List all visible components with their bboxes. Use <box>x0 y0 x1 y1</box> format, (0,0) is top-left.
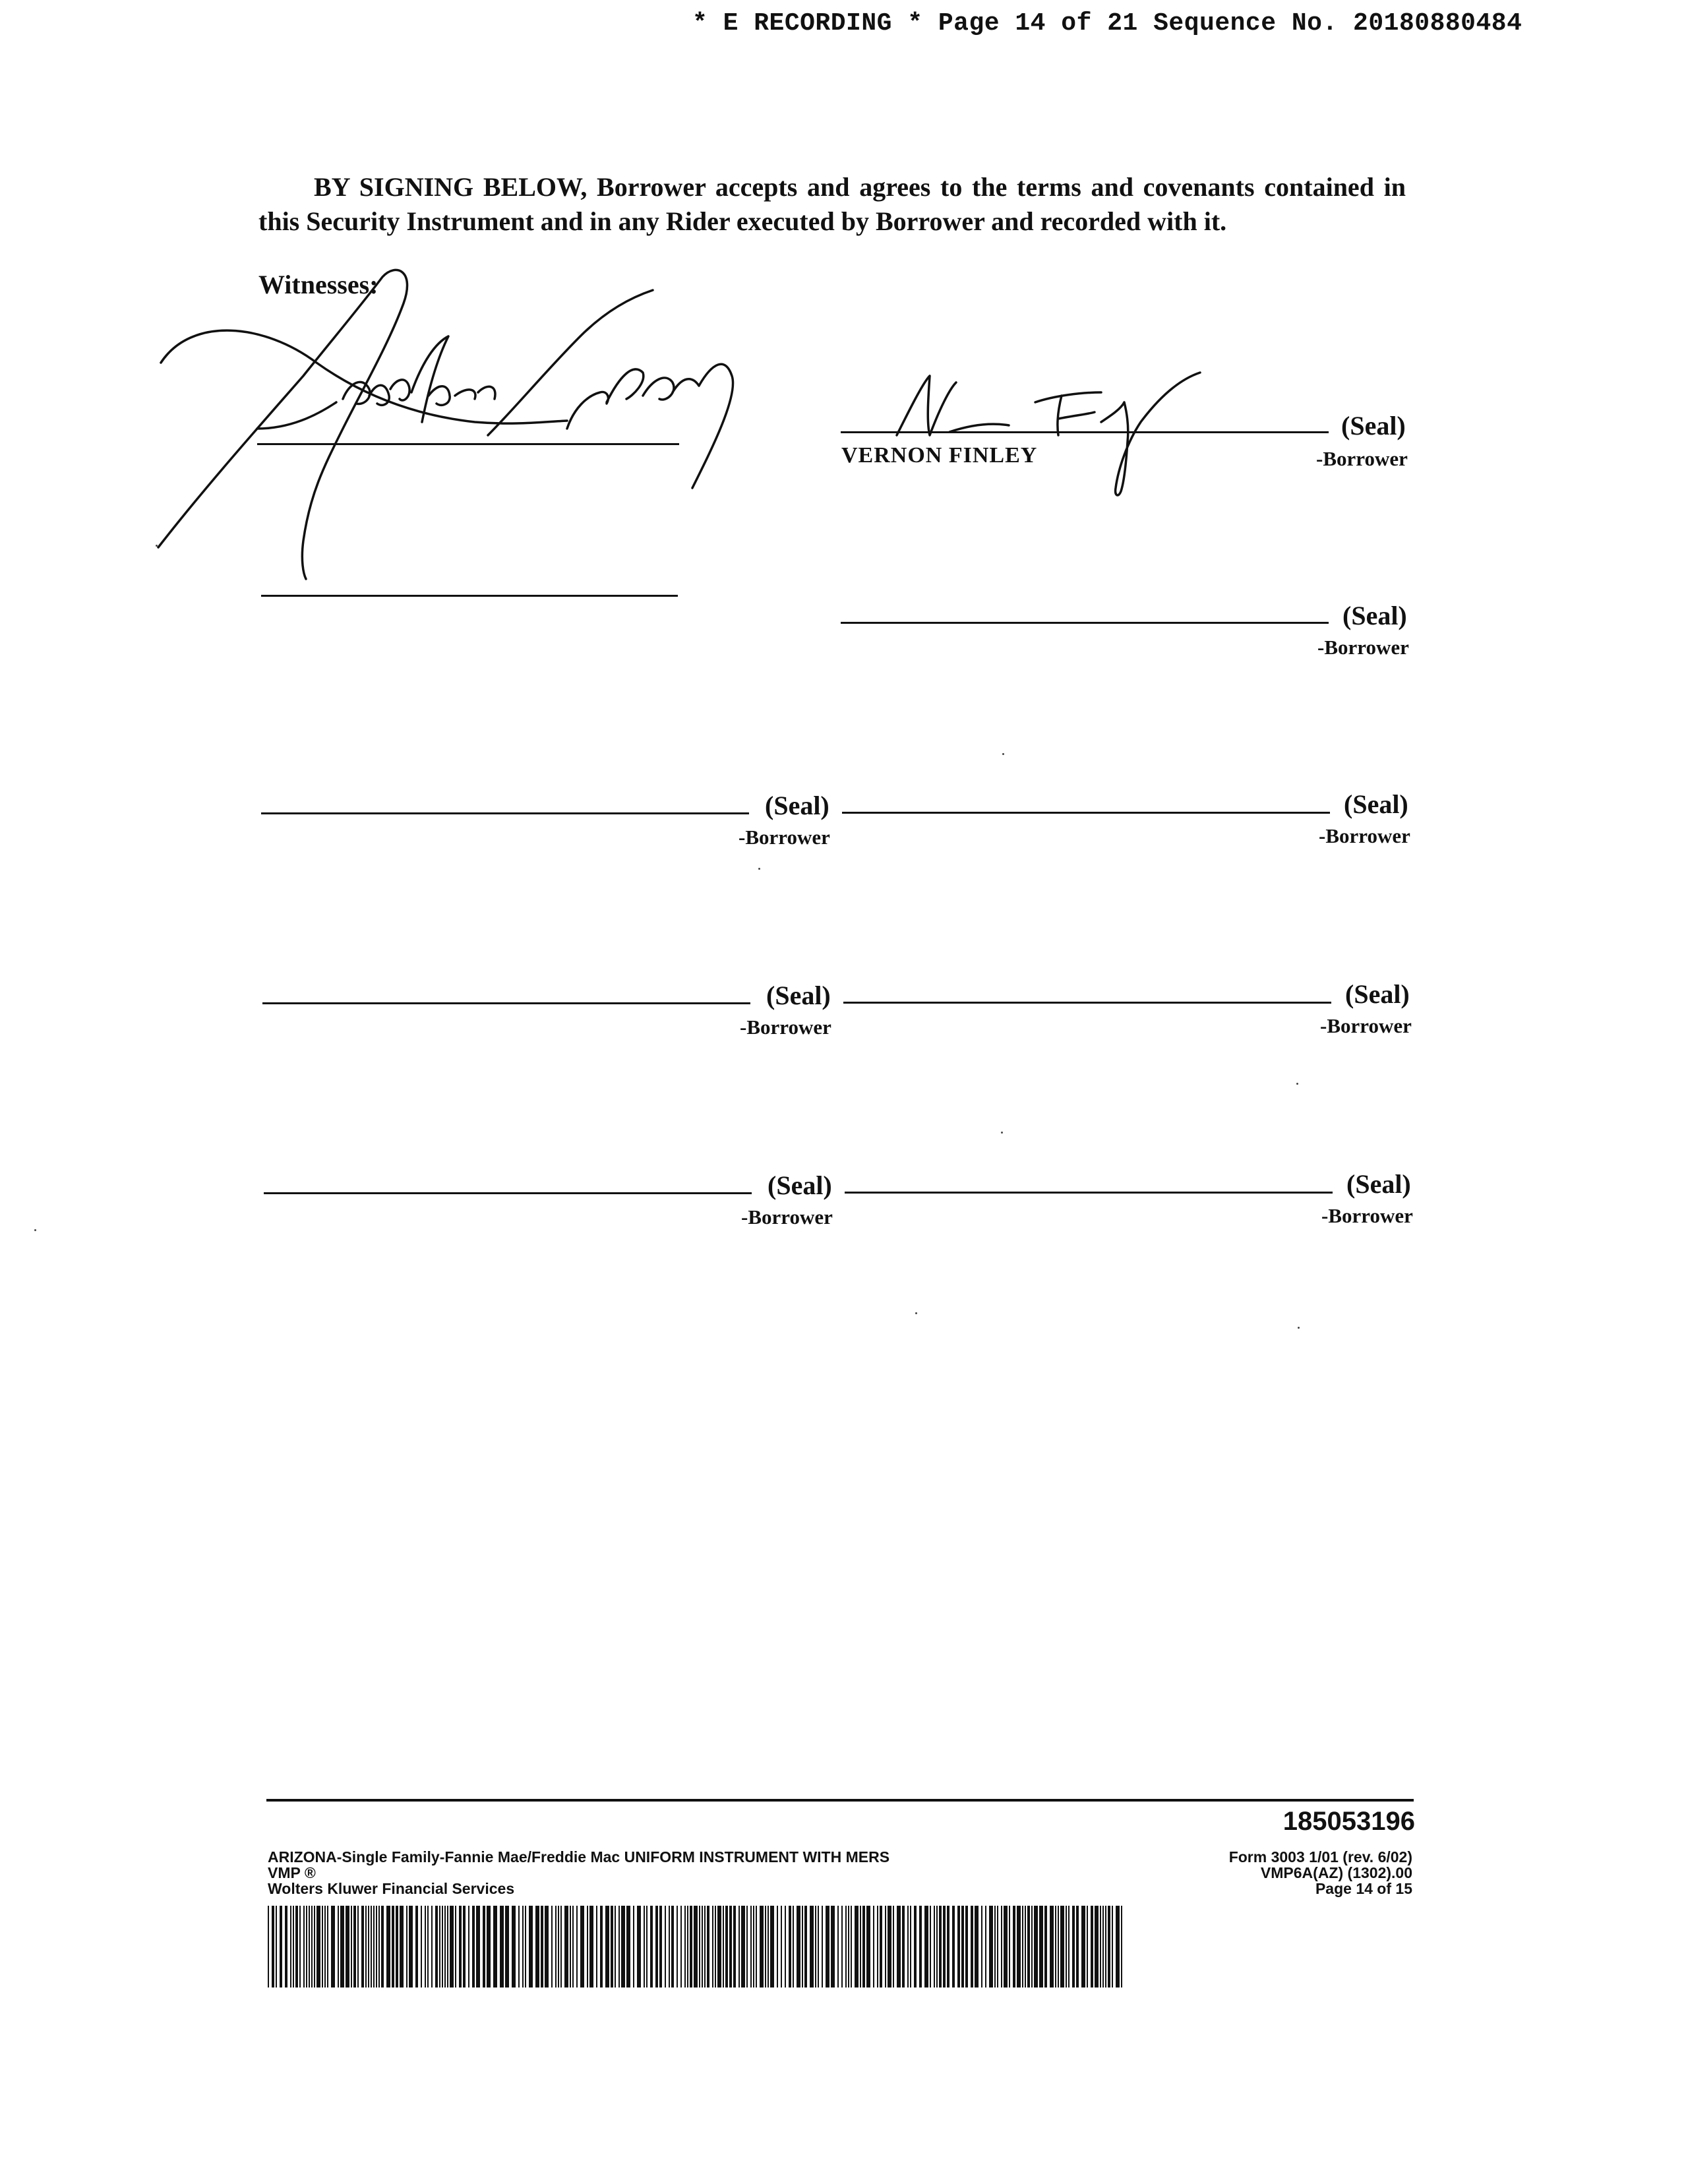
borrower-label-r5-left: -Borrower <box>741 1205 833 1228</box>
barcode-bar <box>789 1906 791 1987</box>
seal-label-r3-left: (Seal) <box>765 791 829 820</box>
barcode-bar <box>957 1906 960 1987</box>
borrower-line-r5-left <box>264 1192 752 1194</box>
form-info-left <box>268 1849 889 1896</box>
barcode-bar <box>1025 1906 1026 1987</box>
barcode-bar <box>439 1906 440 1987</box>
barcode-bar <box>873 1906 874 1987</box>
barcode-bar <box>930 1906 931 1987</box>
barcode-bar <box>558 1906 559 1987</box>
borrower-label-r5-right: -Borrower <box>1321 1204 1413 1227</box>
barcode-bar <box>702 1906 703 1987</box>
barcode-bar <box>386 1906 390 1987</box>
barcode-bar <box>826 1906 829 1987</box>
seal-label-r2: (Seal) <box>1342 601 1407 630</box>
barcode-bar <box>785 1906 786 1987</box>
barcode-bar <box>768 1906 769 1987</box>
barcode-bar <box>646 1906 648 1987</box>
seal-label-vernon: (Seal) <box>1341 411 1406 440</box>
vmp-mark: VMP ® <box>268 1864 316 1881</box>
barcode-bar <box>793 1906 794 1987</box>
barcode-bar <box>1100 1906 1101 1987</box>
barcode-bar <box>1009 1906 1010 1987</box>
barcode-bar <box>822 1906 823 1987</box>
barcode-bar <box>324 1906 326 1987</box>
scan-speck <box>1296 1083 1298 1085</box>
barcode-bar <box>1060 1906 1064 1987</box>
barcode-bar <box>376 1906 377 1987</box>
barcode <box>268 1906 1125 1987</box>
barcode-bar <box>989 1906 993 1987</box>
page-label: Page 14 of 15 <box>1315 1880 1412 1897</box>
barcode-bar <box>860 1906 861 1987</box>
barcode-bar <box>939 1906 942 1987</box>
borrower-label-r3-left: -Borrower <box>738 826 830 849</box>
barcode-bar <box>981 1906 982 1987</box>
barcode-bar <box>1091 1906 1093 1987</box>
barcode-bar <box>1068 1906 1070 1987</box>
barcode-bar <box>605 1906 609 1987</box>
barcode-bar <box>738 1906 740 1987</box>
barcode-bar <box>378 1906 380 1987</box>
barcode-bar <box>680 1906 682 1987</box>
barcode-bar <box>837 1906 839 1987</box>
barcode-bar <box>770 1906 774 1987</box>
borrower-line-r4-right <box>843 1002 1331 1004</box>
barcode-bar <box>425 1906 426 1987</box>
barcode-bar <box>1112 1906 1113 1987</box>
form-code: VMP6A(AZ) (1302).00 <box>1260 1864 1412 1881</box>
barcode-bar <box>322 1906 323 1987</box>
barcode-bar <box>290 1906 291 1987</box>
form-info-right <box>1121 1849 1412 1896</box>
form-title: ARIZONA-Single Family-Fannie Mae/Freddie Mac UNIFORM INSTRUMENT WITH MERS <box>268 1848 890 1866</box>
barcode-bar <box>450 1906 454 1987</box>
barcode-bar <box>564 1906 568 1987</box>
barcode-bar <box>665 1906 666 1987</box>
barcode-bar <box>717 1906 721 1987</box>
barcode-bar <box>293 1906 294 1987</box>
barcode-bar <box>914 1906 917 1987</box>
barcode-bar <box>750 1906 752 1987</box>
barcode-bar <box>1105 1906 1106 1987</box>
barcode-bar <box>545 1906 549 1987</box>
barcode-bar <box>777 1906 778 1987</box>
barcode-bar <box>463 1906 466 1987</box>
borrower-line-r3-right <box>842 812 1330 814</box>
barcode-bar <box>723 1906 724 1987</box>
barcode-bar <box>1108 1906 1110 1987</box>
scan-speck <box>34 1229 36 1231</box>
barcode-bar <box>781 1906 782 1987</box>
barcode-bar <box>455 1906 456 1987</box>
barcode-bar <box>615 1906 616 1987</box>
barcode-bar <box>596 1906 597 1987</box>
seal-label-r5-left: (Seal) <box>768 1170 832 1200</box>
barcode-bar <box>902 1906 905 1987</box>
borrower-line-r3-left <box>261 812 749 814</box>
barcode-bar <box>295 1906 298 1987</box>
witness-line-2 <box>261 595 678 597</box>
barcode-bar <box>997 1906 998 1987</box>
barcode-bar <box>671 1906 674 1987</box>
barcode-bar <box>529 1906 533 1987</box>
barcode-bar <box>626 1906 630 1987</box>
barcode-bar <box>468 1906 469 1987</box>
barcode-bar <box>907 1906 909 1987</box>
barcode-bar <box>994 1906 996 1987</box>
barcode-bar <box>346 1906 349 1987</box>
barcode-bar <box>361 1906 364 1987</box>
barcode-bar <box>353 1906 356 1987</box>
barcode-bar <box>804 1906 807 1987</box>
barcode-bar <box>1022 1906 1023 1987</box>
barcode-bar <box>555 1906 557 1987</box>
barcode-bar <box>1066 1906 1067 1987</box>
barcode-bar <box>621 1906 625 1987</box>
barcode-bar <box>961 1906 964 1987</box>
barcode-bar <box>888 1906 891 1987</box>
scan-speck <box>915 1312 917 1314</box>
barcode-bar <box>741 1906 745 1987</box>
barcode-bar <box>435 1906 438 1987</box>
barcode-bar <box>943 1906 946 1987</box>
barcode-bar <box>427 1906 429 1987</box>
barcode-bar <box>952 1906 955 1987</box>
barcode-bar <box>919 1906 922 1987</box>
barcode-bar <box>483 1906 485 1987</box>
barcode-bar <box>580 1906 584 1987</box>
barcode-bar <box>644 1906 645 1987</box>
barcode-bar <box>570 1906 571 1987</box>
barcode-bar <box>357 1906 359 1987</box>
barcode-bar <box>677 1906 678 1987</box>
barcode-bar <box>444 1906 446 1987</box>
barcode-bar <box>600 1906 603 1987</box>
barcode-bar <box>431 1906 433 1987</box>
barcode-bar <box>541 1906 543 1987</box>
seal-label-r4-right: (Seal) <box>1345 979 1410 1009</box>
footer-rule <box>266 1799 1414 1802</box>
barcode-bar <box>633 1906 634 1987</box>
barcode-bar <box>1013 1906 1015 1987</box>
borrower-label-r3-right: -Borrower <box>1319 824 1410 847</box>
borrower-line-r5-right <box>845 1192 1333 1194</box>
barcode-bar <box>1050 1906 1054 1987</box>
barcode-bar <box>818 1906 819 1987</box>
recording-header: * E RECORDING * Page 14 of 21 Sequence No. 20180880484 <box>692 9 1522 38</box>
barcode-bar <box>699 1906 700 1987</box>
barcode-bar <box>316 1906 320 1987</box>
barcode-bar <box>518 1906 520 1987</box>
barcode-bar <box>560 1906 562 1987</box>
barcode-bar <box>729 1906 732 1987</box>
barcode-bar <box>866 1906 870 1987</box>
barcode-bar <box>733 1906 736 1987</box>
barcode-bar <box>505 1906 509 1987</box>
barcode-bar <box>885 1906 886 1987</box>
barcode-bar <box>669 1906 670 1987</box>
seal-label-r3-right: (Seal) <box>1344 789 1408 819</box>
barcode-bar <box>707 1906 709 1987</box>
barcode-bar <box>810 1906 814 1987</box>
barcode-bar <box>522 1906 524 1987</box>
witness-line-1 <box>257 443 679 445</box>
scan-speck <box>758 868 760 870</box>
barcode-bar <box>694 1906 698 1987</box>
barcode-bar <box>409 1906 413 1987</box>
barcode-bar <box>576 1906 578 1987</box>
scan-speck <box>156 545 158 547</box>
borrower-label-r2: -Borrower <box>1317 636 1409 659</box>
barcode-bar <box>447 1906 448 1987</box>
borrower-line-r2 <box>841 622 1329 624</box>
barcode-bar <box>845 1906 847 1987</box>
barcode-bar <box>1031 1906 1033 1987</box>
barcode-bar <box>893 1906 894 1987</box>
borrower-label-vernon: -Borrower <box>1316 447 1408 470</box>
barcode-bar <box>1001 1906 1002 1987</box>
barcode-bar <box>1095 1906 1099 1987</box>
barcode-bar <box>975 1906 979 1987</box>
witness-signature <box>145 264 778 580</box>
signing-statement: BY SIGNING BELOW, Borrower accepts and agrees to the terms and covenants contained in this Security Instrument and in any Rider executed by Borrower and recorded with it. <box>258 172 1406 236</box>
barcode-bar <box>684 1906 686 1987</box>
barcode-bar <box>572 1906 574 1987</box>
borrower-line-r4-left <box>262 1002 750 1004</box>
barcode-bar <box>406 1906 407 1987</box>
barcode-bar <box>725 1906 728 1987</box>
barcode-bar <box>1121 1906 1122 1987</box>
barcode-bar <box>476 1906 480 1987</box>
barcode-bar <box>1058 1906 1059 1987</box>
barcode-bar <box>760 1906 764 1987</box>
barcode-bar <box>421 1906 422 1987</box>
barcode-bar <box>611 1906 613 1987</box>
barcode-bar <box>1102 1906 1104 1987</box>
barcode-bar <box>618 1906 620 1987</box>
barcode-bar <box>841 1906 843 1987</box>
barcode-bar <box>797 1906 800 1987</box>
barcode-bar <box>1076 1906 1079 1987</box>
barcode-bar <box>765 1906 766 1987</box>
barcode-bar <box>910 1906 911 1987</box>
borrower-label-r4-right: -Borrower <box>1320 1014 1412 1037</box>
barcode-bar <box>802 1906 803 1987</box>
barcode-bar <box>1087 1906 1088 1987</box>
barcode-bar <box>947 1906 950 1987</box>
barcode-bar <box>1027 1906 1030 1987</box>
barcode-bar <box>1081 1906 1085 1987</box>
seal-label-r4-left: (Seal) <box>766 981 831 1010</box>
barcode-bar <box>855 1906 859 1987</box>
barcode-bar <box>936 1906 938 1987</box>
scan-speck <box>1001 1132 1003 1134</box>
form-number: Form 3003 1/01 (rev. 6/02) <box>1228 1848 1412 1866</box>
barcode-bar <box>971 1906 973 1987</box>
barcode-bar <box>985 1906 986 1987</box>
barcode-bar <box>897 1906 901 1987</box>
barcode-bar <box>351 1906 352 1987</box>
loan-number: 185053196 <box>1282 1807 1415 1836</box>
barcode-bar <box>851 1906 852 1987</box>
barcode-bar <box>512 1906 516 1987</box>
barcode-bar <box>500 1906 504 1987</box>
barcode-bar <box>365 1906 367 1987</box>
barcode-bar <box>1017 1906 1021 1987</box>
barcode-bar <box>311 1906 313 1987</box>
barcode-bar <box>746 1906 748 1987</box>
barcode-bar <box>285 1906 287 1987</box>
barcode-bar <box>934 1906 935 1987</box>
barcode-bar <box>831 1906 835 1987</box>
scan-speck <box>1298 1327 1300 1329</box>
barcode-bar <box>272 1906 274 1987</box>
barcode-bar <box>862 1906 865 1987</box>
barcode-bar <box>400 1906 404 1987</box>
barcode-bar <box>309 1906 310 1987</box>
barcode-bar <box>338 1906 339 1987</box>
barcode-bar <box>753 1906 754 1987</box>
witnesses-label: Witnesses: <box>258 270 378 299</box>
barcode-bar <box>880 1906 882 1987</box>
borrower-signature <box>884 356 1240 501</box>
barcode-bar <box>1055 1906 1056 1987</box>
barcode-bar <box>655 1906 658 1987</box>
publisher: Wolters Kluwer Financial Services <box>268 1880 515 1897</box>
barcode-bar <box>396 1906 398 1987</box>
barcode-bar <box>1072 1906 1075 1987</box>
barcode-bar <box>373 1906 375 1987</box>
barcode-bar <box>299 1906 301 1987</box>
barcode-bar <box>303 1906 305 1987</box>
barcode-bar <box>381 1906 384 1987</box>
barcode-bar <box>650 1906 653 1987</box>
barcode-bar <box>704 1906 706 1987</box>
barcode-bar <box>268 1906 269 1987</box>
barcode-bar <box>392 1906 394 1987</box>
borrower-label-r4-left: -Borrower <box>740 1016 831 1039</box>
barcode-bar <box>459 1906 462 1987</box>
barcode-bar <box>715 1906 716 1987</box>
barcode-bar <box>1039 1906 1043 1987</box>
barcode-bar <box>371 1906 372 1987</box>
barcode-bar <box>687 1906 688 1987</box>
barcode-bar <box>815 1906 816 1987</box>
barcode-bar <box>472 1906 475 1987</box>
barcode-bar <box>493 1906 497 1987</box>
barcode-bar <box>1004 1906 1008 1987</box>
barcode-bar <box>280 1906 282 1987</box>
barcode-bar <box>327 1906 328 1987</box>
barcode-bar <box>877 1906 878 1987</box>
barcode-bar <box>589 1906 593 1987</box>
barcode-bar <box>525 1906 526 1987</box>
barcode-bar <box>340 1906 344 1987</box>
barcode-bar <box>535 1906 539 1987</box>
barcode-bar <box>1034 1906 1038 1987</box>
barcode-bar <box>314 1906 315 1987</box>
barcode-bar <box>1044 1906 1047 1987</box>
barcode-bar <box>368 1906 369 1987</box>
barcode-bar <box>756 1906 757 1987</box>
barcode-bar <box>637 1906 641 1987</box>
barcode-bar <box>924 1906 928 1987</box>
barcode-bar <box>712 1906 713 1987</box>
barcode-bar <box>551 1906 553 1987</box>
barcode-bar <box>306 1906 307 1987</box>
barcode-bar <box>690 1906 692 1987</box>
borrower-line-vernon <box>841 431 1329 433</box>
borrower-name-vernon-finley: VERNON FINLEY <box>841 443 1038 468</box>
barcode-bar <box>659 1906 662 1987</box>
barcode-bar <box>848 1906 849 1987</box>
scan-speck <box>1002 753 1004 755</box>
barcode-bar <box>965 1906 968 1987</box>
seal-label-r5-right: (Seal) <box>1346 1169 1411 1199</box>
barcode-bar <box>415 1906 418 1987</box>
barcode-bar <box>1116 1906 1120 1987</box>
barcode-bar <box>487 1906 491 1987</box>
barcode-bar <box>276 1906 277 1987</box>
barcode-bar <box>442 1906 443 1987</box>
barcode-bar <box>587 1906 588 1987</box>
barcode-bar <box>331 1906 335 1987</box>
